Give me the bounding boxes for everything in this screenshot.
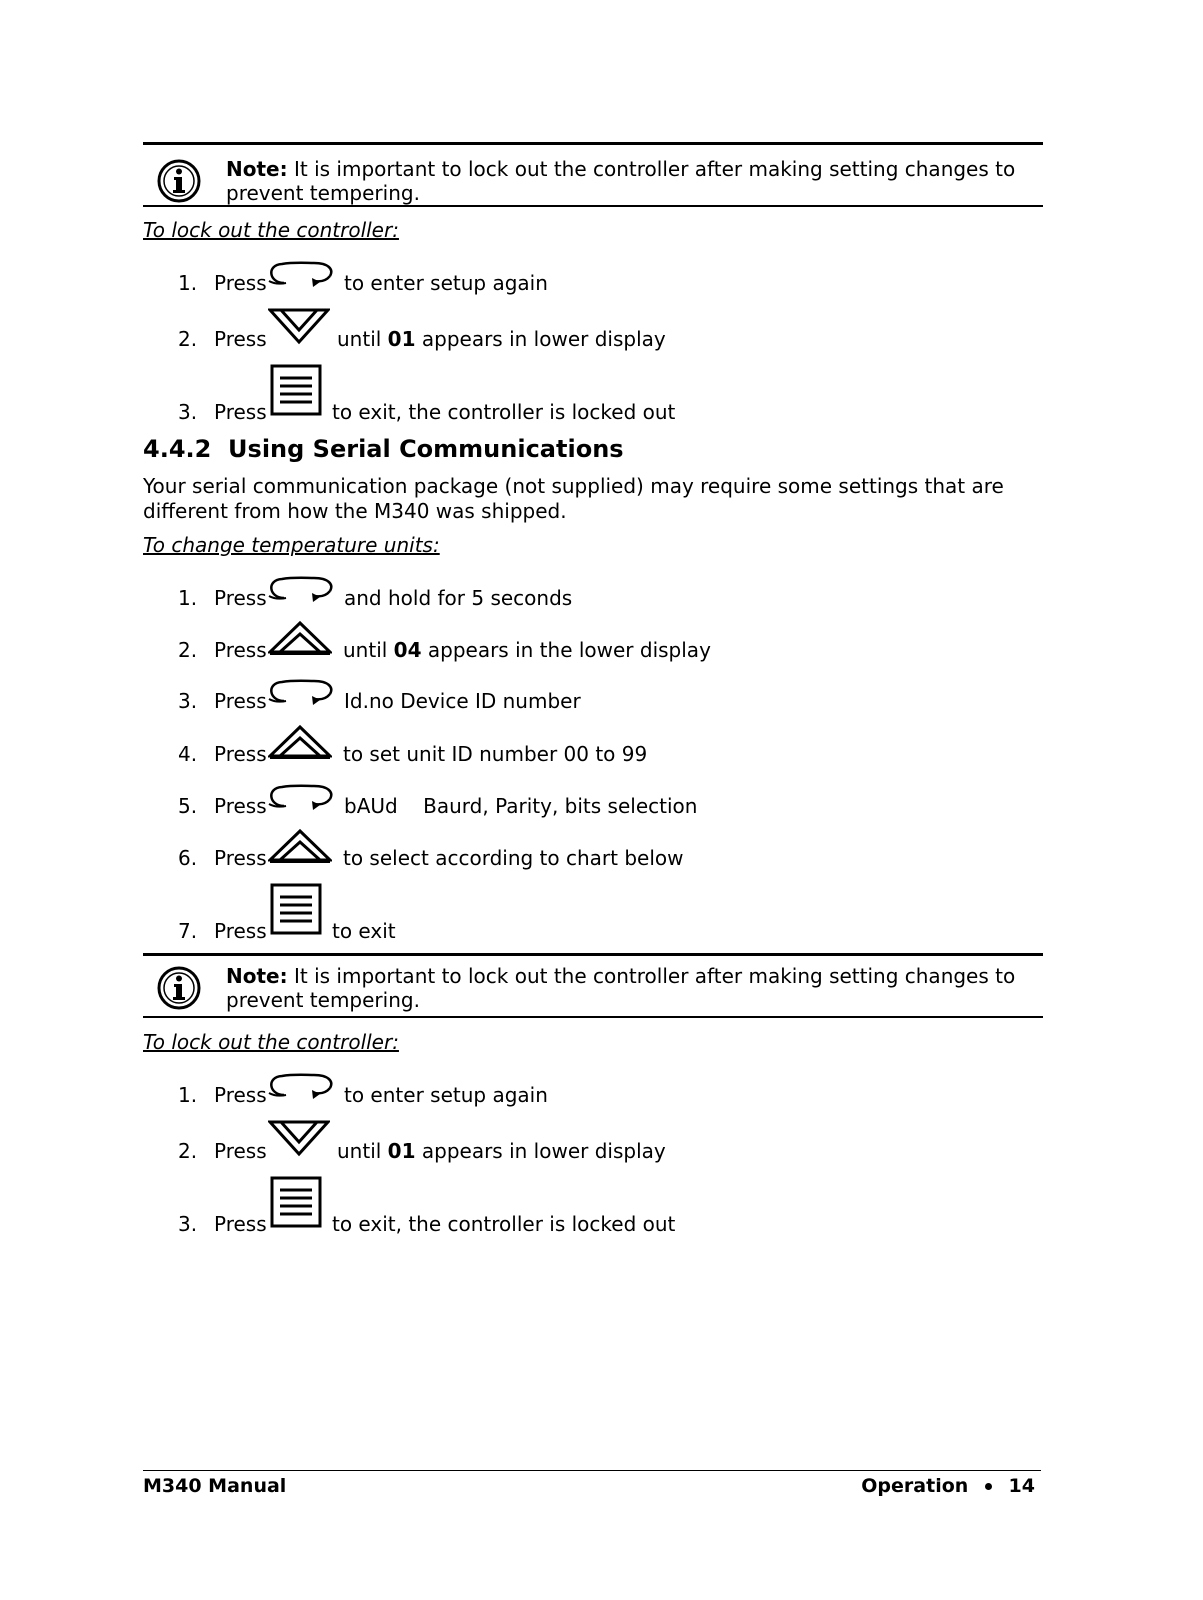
menu-icon xyxy=(270,1176,322,1228)
info-icon xyxy=(155,964,203,1012)
cycle-arrow-icon xyxy=(264,572,336,606)
press-label: Press xyxy=(214,1083,267,1107)
press-label: Press xyxy=(214,742,267,766)
step-number: 3. xyxy=(178,400,198,424)
step-number: 5. xyxy=(178,794,198,818)
menu-icon xyxy=(270,364,322,416)
step-number: 3. xyxy=(178,1212,198,1236)
section-paragraph: Your serial communication package (not supplied) may require some settings that are different from how the M340 was shipped. xyxy=(143,474,1004,523)
footer-section xyxy=(861,1475,1035,1497)
step-description: until 04 appears in the lower display xyxy=(343,638,711,662)
step-description: to enter setup again xyxy=(344,1083,548,1107)
press-label: Press xyxy=(214,1212,267,1236)
note-top-rule xyxy=(143,142,1043,145)
cycle-arrow-icon xyxy=(264,675,336,709)
info-icon xyxy=(155,157,203,205)
step-number: 1. xyxy=(178,271,198,295)
step-number: 1. xyxy=(178,1083,198,1107)
note-2 xyxy=(226,964,1041,1012)
press-label: Press xyxy=(214,327,267,351)
step-number: 2. xyxy=(178,638,198,662)
step-description: to exit xyxy=(332,919,396,943)
step-description: to select according to chart below xyxy=(343,846,684,870)
step-number: 6. xyxy=(178,846,198,870)
menu-icon xyxy=(270,883,322,935)
footer-section-label: Operation xyxy=(861,1475,969,1497)
note-text: It is important to lock out the controller after making setting changes to prevent tempering. xyxy=(226,964,1016,1012)
step-description: Id.no Device ID number xyxy=(344,689,581,713)
step-description: and hold for 5 seconds xyxy=(344,586,573,610)
press-label: Press xyxy=(214,638,267,662)
press-label: Press xyxy=(214,846,267,870)
note-text: It is important to lock out the controller after making setting changes to prevent tempering. xyxy=(226,157,1016,205)
down-arrow-icon xyxy=(268,307,330,345)
step-number: 7. xyxy=(178,919,198,943)
cycle-arrow-icon xyxy=(264,780,336,814)
step-number: 1. xyxy=(178,586,198,610)
press-label: Press xyxy=(214,271,267,295)
step-description: until 01 appears in lower display xyxy=(337,327,666,351)
note-label: Note: xyxy=(226,964,288,988)
lock-out-title: To lock out the controller: xyxy=(143,1030,399,1054)
note-bottom-rule xyxy=(143,1016,1043,1018)
page-number: 14 xyxy=(1008,1475,1035,1497)
press-label: Press xyxy=(214,1139,267,1163)
cycle-arrow-icon xyxy=(264,1069,336,1103)
up-arrow-icon xyxy=(268,620,332,656)
press-label: Press xyxy=(214,794,267,818)
step-number: 4. xyxy=(178,742,198,766)
cycle-arrow-icon xyxy=(264,257,336,291)
step-description: to exit, the controller is locked out xyxy=(332,400,676,424)
note-label: Note: xyxy=(226,157,288,181)
change-units-title: To change temperature units: xyxy=(143,533,440,557)
step-number: 2. xyxy=(178,1139,198,1163)
step-number: 3. xyxy=(178,689,198,713)
step-description: until 01 appears in lower display xyxy=(337,1139,666,1163)
up-arrow-icon xyxy=(268,828,332,864)
footer-rule xyxy=(143,1470,1041,1471)
lock-out-title: To lock out the controller: xyxy=(143,218,399,242)
note-1 xyxy=(226,157,1041,205)
step-description: to set unit ID number 00 to 99 xyxy=(343,742,648,766)
press-label: Press xyxy=(214,689,267,713)
up-arrow-icon xyxy=(268,724,332,760)
press-label: Press xyxy=(214,400,267,424)
note-top-rule xyxy=(143,953,1043,956)
note-bottom-rule xyxy=(143,205,1043,207)
press-label: Press xyxy=(214,586,267,610)
step-description: to exit, the controller is locked out xyxy=(332,1212,676,1236)
step-description: bAUd Baurd, Parity, bits selection xyxy=(344,794,698,818)
down-arrow-icon xyxy=(268,1119,330,1157)
press-label: Press xyxy=(214,919,267,943)
step-number: 2. xyxy=(178,327,198,351)
step-description: to enter setup again xyxy=(344,271,548,295)
section-heading: 4.4.2 Using Serial Communications xyxy=(143,435,624,463)
footer-title: M340 Manual xyxy=(143,1475,287,1497)
bullet-icon xyxy=(985,1483,992,1490)
